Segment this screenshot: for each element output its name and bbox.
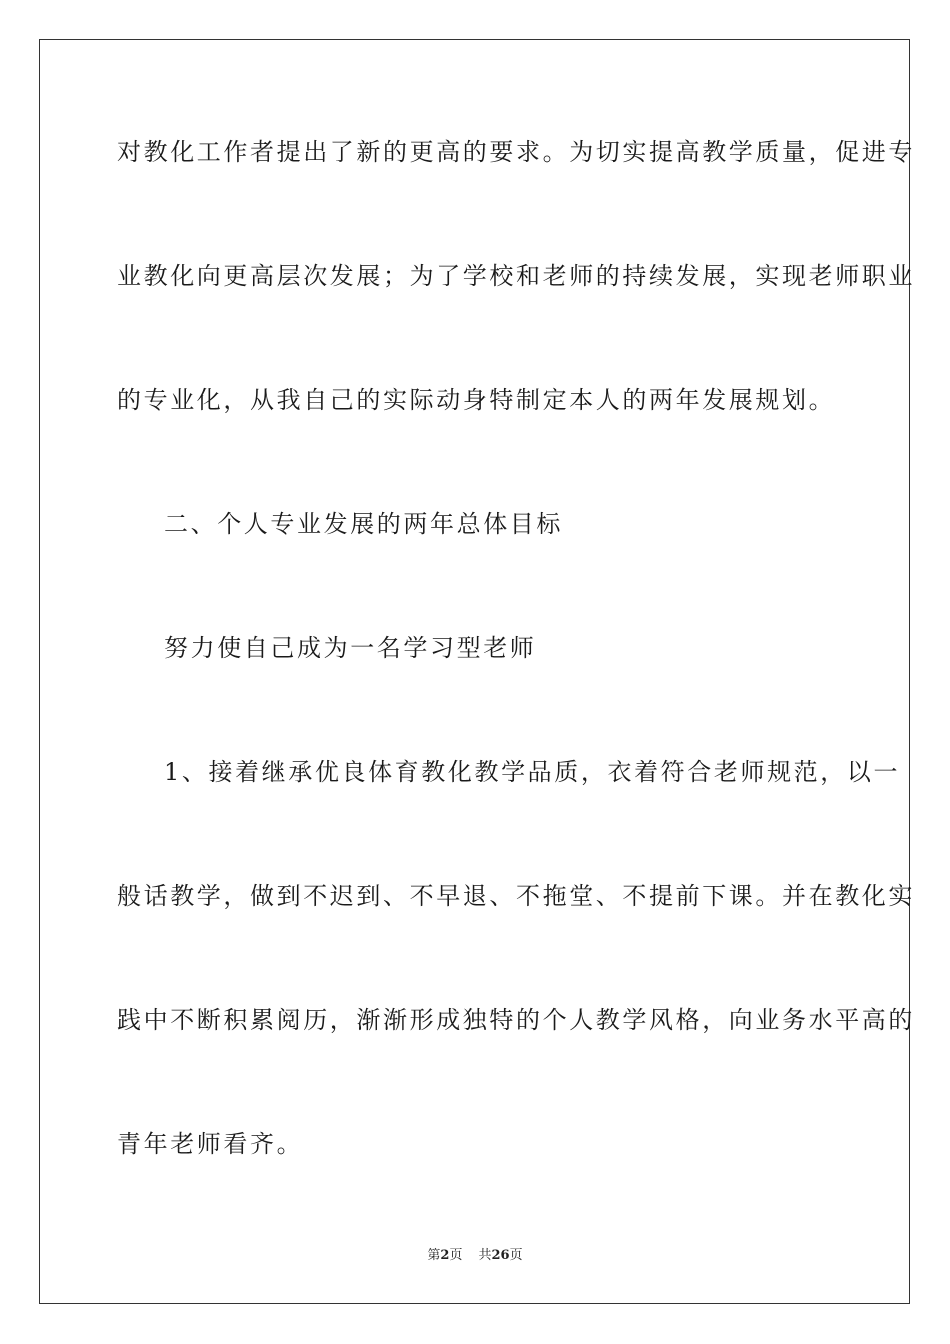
item-1-line-2: 般话教学，做到不迟到、不早退、不拖堂、不提前下课。并在教化实 (117, 882, 915, 910)
page-frame (39, 39, 910, 1304)
footer-total-prefix: 共 (478, 1248, 492, 1263)
footer-page-suffix: 页 (449, 1248, 463, 1263)
body-line-2: 业教化向更高层次发展；为了学校和老师的持续发展，实现老师职业 (117, 262, 915, 290)
item-1-line-1: 1、接着继承优良体育教化教学品质，衣着符合老师规范，以一 (164, 758, 901, 786)
footer-total-suffix: 页 (509, 1248, 523, 1263)
item-1-line-3: 践中不断积累阅历，渐渐形成独特的个人教学风格，向业务水平高的 (117, 1006, 915, 1034)
item-1-line-4: 青年老师看齐。 (117, 1130, 304, 1158)
footer-page-number: 2 (440, 1248, 450, 1263)
goal-statement: 努力使自己成为一名学习型老师 (164, 634, 537, 662)
body-line-1: 对教化工作者提出了新的更高的要求。为切实提高教学质量，促进专 (117, 138, 915, 166)
footer-page-prefix: 第 (427, 1248, 441, 1263)
section-heading: 二、个人专业发展的两年总体目标 (164, 510, 563, 538)
page-footer (0, 1247, 950, 1265)
body-line-3: 的专业化，从我自己的实际动身特制定本人的两年发展规划。 (117, 386, 836, 414)
footer-total-pages: 26 (491, 1248, 510, 1263)
